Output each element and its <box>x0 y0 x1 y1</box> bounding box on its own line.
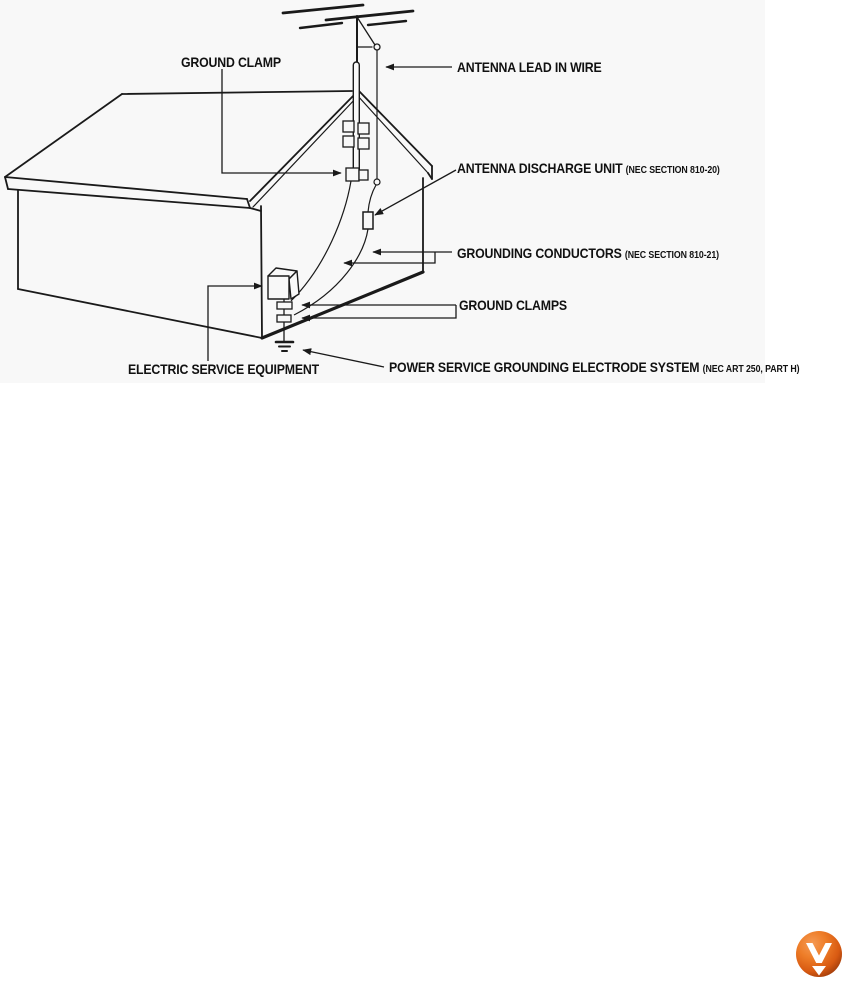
label-text: POWER SERVICE GROUNDING ELECTRODE SYSTEM <box>389 359 700 375</box>
lead-in-wire-drawing <box>291 50 380 315</box>
vizio-v-logo-icon <box>795 930 843 978</box>
label-ground-clamps <box>459 298 567 312</box>
label-antenna-discharge-unit <box>457 161 720 178</box>
antenna-drawing <box>283 5 413 62</box>
label-ground-clamp <box>181 55 281 69</box>
label-text: GROUND CLAMPS <box>459 297 567 313</box>
leader-lines <box>208 67 456 367</box>
vizio-logo <box>795 930 843 978</box>
leader-ground-clamp <box>222 69 341 173</box>
label-grounding-conductors <box>457 246 719 263</box>
label-text: GROUNDING CONDUCTORS <box>457 245 622 261</box>
label-antenna-lead-in-wire <box>457 60 602 74</box>
label-electric-service-equipment <box>128 362 319 376</box>
label-note: (NEC ART 250, PART H) <box>702 364 800 375</box>
antenna-discharge-unit-drawing <box>363 212 373 229</box>
grounding-conductor-path <box>291 181 351 301</box>
label-note: (NEC SECTION 810-20) <box>625 165 720 176</box>
label-text: ELECTRIC SERVICE EQUIPMENT <box>128 361 319 377</box>
ground-electrode-symbol <box>276 342 293 351</box>
label-power-service-grounding <box>389 360 800 377</box>
leader-discharge-unit <box>375 170 456 215</box>
antenna-grounding-diagram <box>0 0 800 383</box>
mast-drawing <box>343 62 369 181</box>
leader-electric-service <box>208 286 262 361</box>
label-text: ANTENNA LEAD IN WIRE <box>457 59 602 75</box>
house-line-art <box>0 0 765 383</box>
label-note: (NEC SECTION 810-21) <box>624 250 719 261</box>
mast-ground-clamp <box>346 168 368 181</box>
label-text: GROUND CLAMP <box>181 54 281 70</box>
label-text: ANTENNA DISCHARGE UNIT <box>457 160 623 176</box>
ground-clamps-drawing <box>277 299 292 342</box>
electric-service-equipment-drawing <box>268 268 299 299</box>
